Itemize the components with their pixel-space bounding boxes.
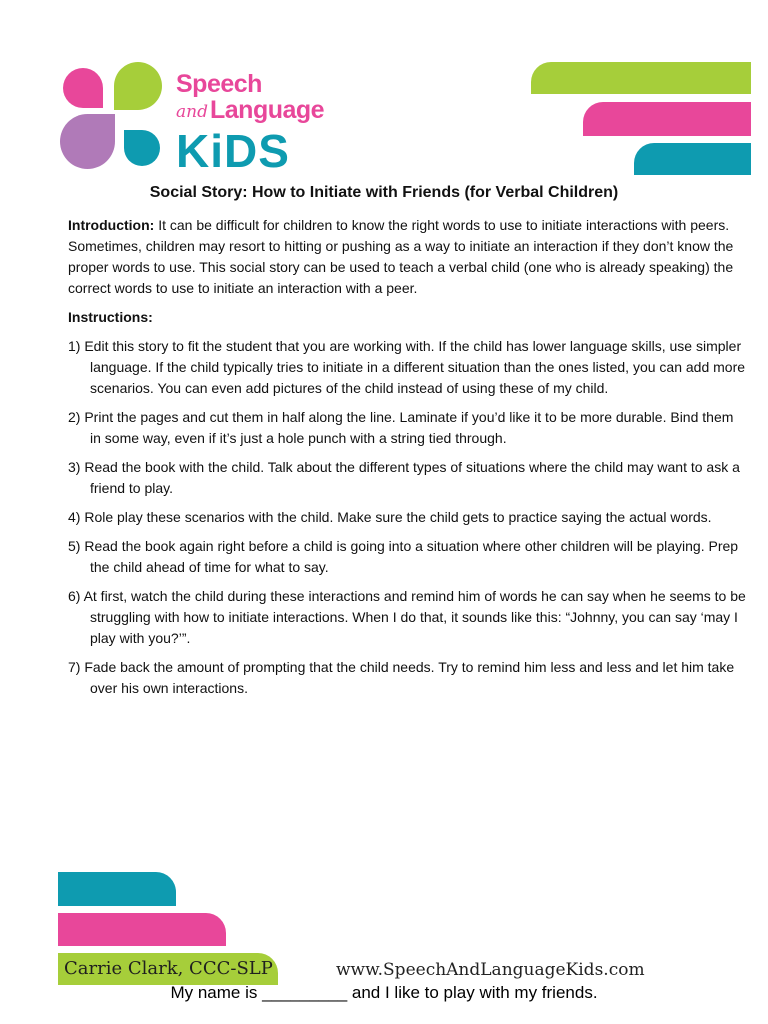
introduction-paragraph — [68, 215, 748, 299]
document-body — [68, 215, 748, 707]
instructions-list — [68, 336, 748, 699]
decor-stripe-green-top — [531, 62, 751, 94]
decor-stripe-pink-top — [583, 102, 751, 136]
logo-petal-purple — [60, 114, 115, 169]
instruction-item-6: 6) At first, watch the child during these interactions and remind him of words he can say when he seems to be struggling with how to initiate interactions. When I do that, it sounds like this: “Johnny, you can say ‘may I play with you?’”. — [68, 588, 746, 646]
website-url: www.SpeechAndLanguageKids.com — [336, 960, 645, 980]
story-first-line: My name is _________ and I like to play with my friends. — [170, 983, 598, 1002]
author-credit: Carrie Clark, CCC-SLP — [64, 958, 273, 979]
logo-petal-teal — [124, 130, 160, 166]
instruction-item-5: 5) Read the book again right before a child is going into a situation where other children will be playing. Prep the child ahead of time for what to say. — [68, 538, 739, 575]
logo-kids-text: KiDS — [176, 125, 290, 177]
introduction-text: It can be difficult for children to know the right words to use to initiate interactions with peers. Sometimes, children may resort to hitting or pushing as a way to initiate an interaction if they don’t know the proper words to use. This social story can be used to teach a verbal child (one who is already speaking) the correct words to use to initiate an interaction with a peer. — [68, 217, 734, 296]
document-title: Social Story: How to Initiate with Friends (for Verbal Children) — [149, 184, 619, 201]
logo-and-text: and — [176, 102, 208, 122]
decor-stripe-pink-bottom — [58, 913, 226, 946]
instruction-item-3: 3) Read the book with the child. Talk about the different types of situations where the child may want to ask a friend to play. — [68, 459, 740, 496]
logo-petal-pink — [63, 68, 103, 108]
instruction-item-1: 1) Edit this story to fit the student that you are working with. If the child has lower language skills, use simpler language. If the child typically tries to initiate in a different situation than the ones listed, you can add more scenarios. You can even add pictures of the child instead of using these of my child. — [68, 338, 746, 396]
instruction-item-4: 4) Role play these scenarios with the child. Make sure the child gets to practice saying the actual words. — [68, 509, 712, 525]
decor-stripe-teal-top — [634, 143, 751, 175]
logo-petal-green — [114, 62, 162, 110]
instruction-item-2: 2) Print the pages and cut them in half along the line. Laminate if you’d like it to be more durable. Bind them in some way, even if it’s just a hole punch with a string tied through. — [68, 409, 734, 446]
decor-stripe-teal-bottom — [58, 872, 176, 906]
logo-language-text: Language — [210, 96, 325, 124]
instructions-label: Instructions: — [68, 309, 153, 325]
instruction-item-7: 7) Fade back the amount of prompting that the child needs. Try to remind him less and less and let him take over his own interactions. — [68, 659, 735, 696]
introduction-label: Introduction: — [68, 217, 155, 233]
logo-speech-text: Speech — [176, 70, 262, 98]
logo — [60, 62, 325, 177]
